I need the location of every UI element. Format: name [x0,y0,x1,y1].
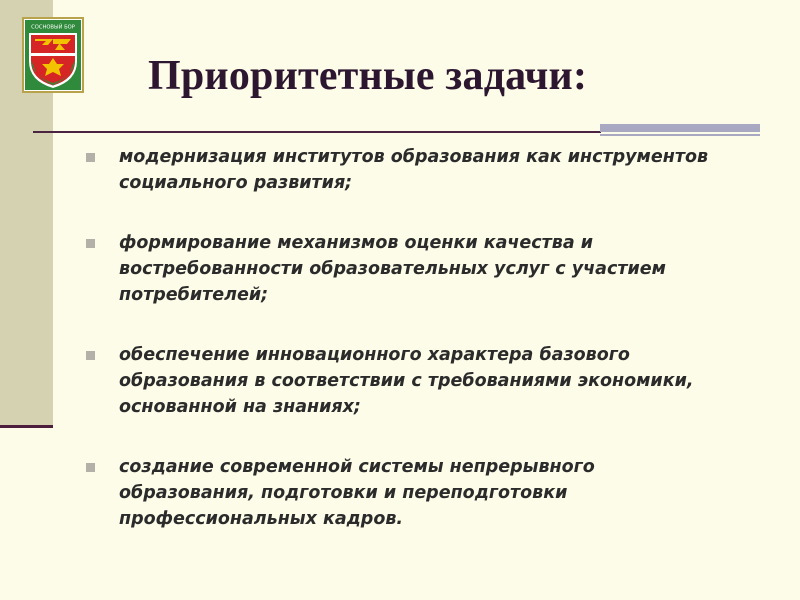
priority-task-list [86,144,726,566]
slide-title: Приоритетные задачи: [148,53,588,99]
title-divider-accent-line [600,134,760,136]
bullet-icon [86,239,95,248]
bullet-icon [86,351,95,360]
bullet-icon [86,463,95,472]
task-text: обеспечение инновационного характера базового образования в соответствии с требованиями экономики, основанной на знаниях; [119,345,694,417]
task-text: создание современной системы непрерывного образования, подготовки и переподготовки профессиональных кадров. [119,457,595,529]
side-decor-band-edge [0,425,53,428]
list-item [86,144,726,196]
bullet-icon [86,153,95,162]
title-divider [33,131,601,133]
task-text: модернизация институтов образования как инструментов социального развития; [119,147,709,193]
title-divider-accent [600,124,760,132]
list-item [86,454,726,532]
list-item [86,230,726,308]
list-item [86,342,726,420]
emblem-caption: СОСНОВЫЙ БОР [31,24,75,31]
coat-of-arms-icon [22,17,84,93]
task-text: формирование механизмов оценки качества и востребованности образовательных услуг с участием потребителей; [119,233,666,305]
